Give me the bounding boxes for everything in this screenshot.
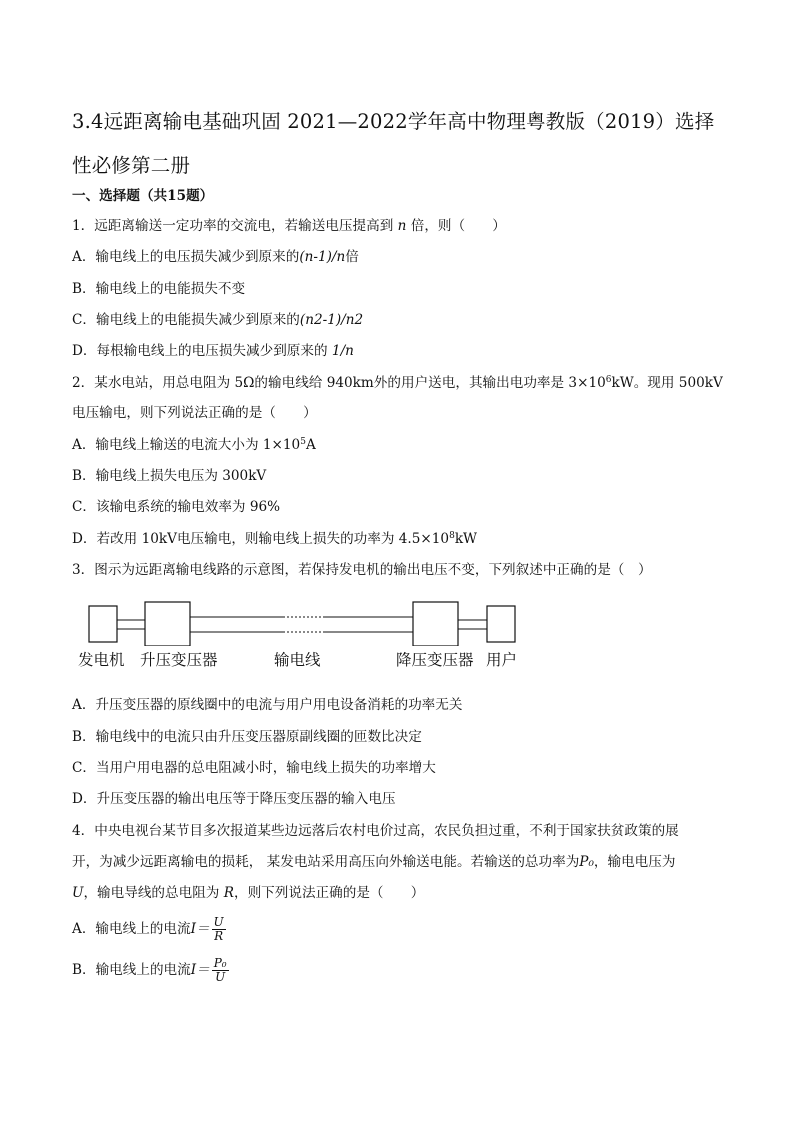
- q1-option-a[interactable]: A．输电线上的电压损失减少到原来的(n-1)/n倍: [72, 249, 359, 265]
- q1-option-d[interactable]: D．每根输电线上的电压损失减少到原来的 1/n: [72, 343, 354, 359]
- q3-option-b[interactable]: B．输电线中的电流只由升压变压器原副线圈的匝数比决定: [72, 729, 422, 745]
- q2-option-d[interactable]: D．若改用 10kV电压输电，则输电线上损失的功率为 $4.5\times 10^8kW$: [72, 531, 478, 547]
- q3-option-d[interactable]: D．升压变压器的输出电压等于降压变压器的输入电压: [72, 791, 396, 807]
- transmission-line-label: 输电线: [274, 651, 321, 669]
- q2-option-c[interactable]: C．该输电系统的输电效率为 96%: [72, 499, 281, 515]
- q2-option-a[interactable]: A．输电线上输送的电流大小为 $1\times 10^5A$: [72, 437, 316, 453]
- wires-left: [117, 620, 145, 629]
- transmission-diagram: [78, 596, 528, 676]
- step-up-transformer-box: [145, 602, 190, 646]
- q3-option-a[interactable]: A．升压变压器的原线圈中的电流与用户用电设备消耗的功率无关: [72, 697, 463, 713]
- transmission-line-left: [190, 617, 283, 632]
- q4-option-a[interactable]: A．输电线上的电流I＝ $\frac{U}{R}$: [72, 915, 224, 943]
- generator-box: [89, 606, 117, 642]
- fraction-p0-over-u: $\frac{\text{P₀}}{U}$: [213, 956, 227, 984]
- step-down-transformer-box: [413, 602, 458, 646]
- user-label: 用户: [486, 651, 518, 669]
- q3-option-c[interactable]: C．当用户用电器的总电阻减小时，输电线上损失的功率增大: [72, 760, 436, 776]
- transmission-line-right: [323, 617, 413, 632]
- wires-right: [458, 620, 487, 629]
- transmission-diagram-svg: [78, 596, 528, 646]
- q4-option-b[interactable]: B．输电线上的电流I＝ $\frac{\text{P₀}}{U}$: [72, 956, 227, 984]
- q1-stem: 1．远距离输送一定功率的交流电，若输送电压提高到 n 倍，则（ ）: [72, 218, 506, 234]
- user-box: [487, 606, 515, 642]
- q4-stem-line1: 4．中央电视台某节目多次报道某些边远落后农村电价过高，农民负担过重，不利于国家扶贫政策的展: [72, 823, 679, 839]
- q4-stem-line3: U，输电导线的总电阻为 R，则下列说法正确的是（ ）: [72, 885, 425, 901]
- q2-option-b[interactable]: B．输电线上损失电压为 300kV: [72, 468, 267, 484]
- q4-stem-line2: 开，为减少远距离输电的损耗， 某发电站采用高压向外输送电能。若输送的总功率为P₀，输电电压为: [72, 854, 676, 870]
- fraction-u-over-r: $\frac{U}{R}$: [213, 915, 224, 943]
- document-title: 3.4远距离输电基础巩固 2021—2022学年高中物理粤教版（2019）选择性必修第二册: [72, 110, 715, 177]
- q3-stem: 3．图示为远距离输电线路的示意图，若保持发电机的输出电压不变，下列叙述中正确的是（ ）: [72, 562, 652, 578]
- transmission-line-gap: [283, 617, 323, 632]
- section-heading: 一、选择题（共15题）: [72, 188, 214, 204]
- q1-option-b[interactable]: B．输电线上的电能损失不变: [72, 281, 246, 297]
- generator-label: 发电机: [78, 651, 125, 669]
- step-down-transformer-label: 降压变压器: [396, 651, 474, 669]
- q2-stem-line2: 电压输电，则下列说法正确的是（ ）: [72, 405, 317, 421]
- q1-option-c[interactable]: C．输电线上的电能损失减少到原来的(n2-1)/n2: [72, 312, 364, 328]
- step-up-transformer-label: 升压变压器: [140, 651, 218, 669]
- q2-stem-line1: 2．某水电站，用总电阻为 5Ω的输电线给 940km外的用户送电，其输出电功率是 $3\times 10^6kW$。现用 500kV: [72, 375, 723, 391]
